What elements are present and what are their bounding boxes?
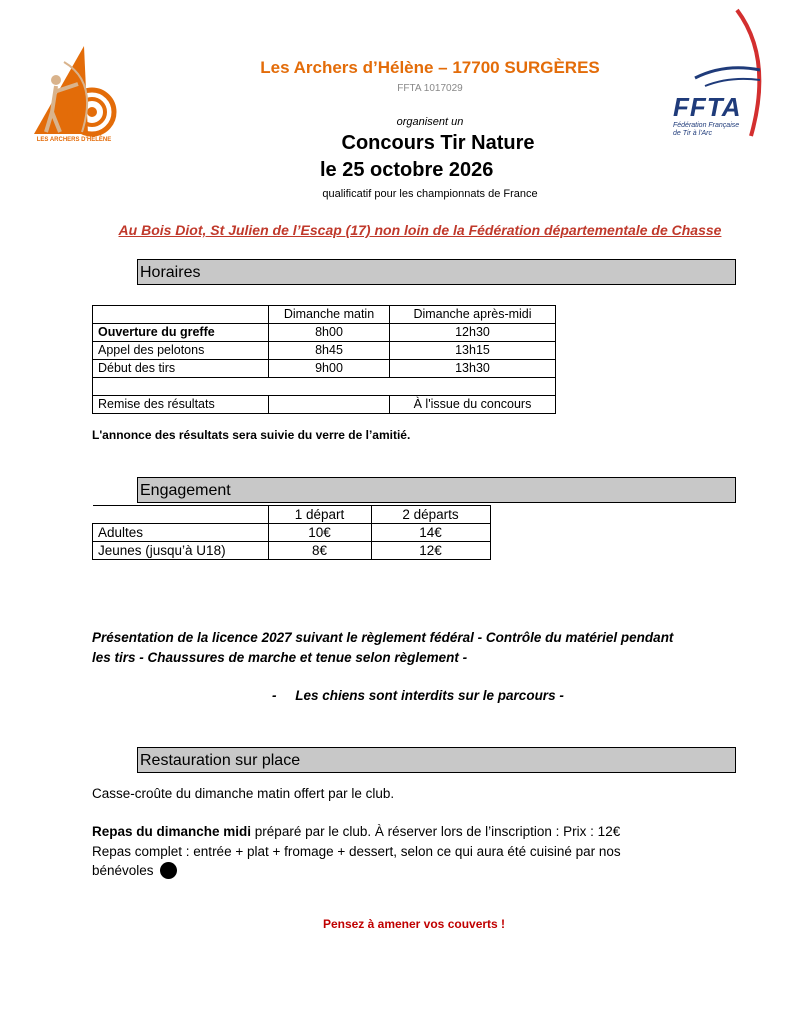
table-cell: Dimanche après-midi (390, 306, 556, 324)
table-cell: Adultes (93, 524, 269, 542)
engagement-table (92, 505, 491, 560)
presentation-line-1: Présentation de la licence 2027 suivant le règlement fédéral - Contrôle du matériel pendant (92, 630, 674, 645)
table-cell: 13h30 (390, 360, 556, 378)
table-row (93, 396, 556, 414)
repas-bold: Repas du dimanche midi (92, 824, 252, 839)
table-cell: À l'issue du concours (390, 396, 556, 414)
table-cell: Début des tirs (93, 360, 269, 378)
horaires-table (92, 305, 556, 414)
table-row (93, 324, 556, 342)
table-cell: 10€ (268, 524, 371, 542)
repas-rest: préparé par le club. À réserver lors de l’inscription : Prix : 12€ (251, 824, 621, 839)
table-cell: 14€ (371, 524, 490, 542)
table-cell: 2 départs (371, 506, 490, 524)
table-cell: 12h30 (390, 324, 556, 342)
table-cell (93, 378, 556, 396)
ffta-logo-sub2: de Tir à l'Arc (673, 130, 713, 137)
table-cell: 9h00 (269, 360, 390, 378)
table-cell: 13h15 (390, 342, 556, 360)
restauration-section-title: Restauration sur place (137, 747, 736, 773)
repas-line (92, 822, 620, 842)
benevoles-line (92, 861, 177, 881)
casse-croute-text: Casse-croûte du dimanche matin offert par le club. (92, 786, 395, 801)
table-row (93, 360, 556, 378)
table-cell: 8h45 (269, 342, 390, 360)
event-title: Concours Tir Nature (341, 132, 535, 154)
ffta-logo-text: FFTA (673, 92, 742, 122)
table-row (93, 506, 491, 524)
table-row (93, 542, 491, 560)
benevoles-text: bénévoles (92, 863, 154, 878)
qualif-text: qualificatif pour les championnats de France (322, 188, 538, 200)
table-cell: 8h00 (269, 324, 390, 342)
table-cell: Dimanche matin (269, 306, 390, 324)
ffta-logo (665, 8, 775, 143)
club-logo-text: LES ARCHERS D'HÉLÈNE (36, 137, 112, 143)
table-cell: Jeunes (jusqu’à U18) (93, 542, 269, 560)
presentation-line-2: les tirs - Chaussures de marche et tenue selon règlement - (92, 650, 468, 665)
table-row (93, 306, 556, 324)
horaires-section-title: Horaires (137, 259, 736, 285)
table-cell (93, 306, 269, 324)
table-cell: 1 départ (268, 506, 371, 524)
dogs-rule: - Les chiens sont interdits sur le parcours - (272, 688, 564, 703)
circle-icon (160, 862, 177, 879)
table-cell (269, 396, 390, 414)
ffta-number: FFTA 1017029 (397, 83, 463, 94)
table-row (93, 342, 556, 360)
table-cell (93, 506, 269, 524)
organisent-text: organisent un (396, 116, 464, 128)
table-cell: Ouverture du greffe (93, 324, 269, 342)
reminder-text: Pensez à amener vos couverts ! (322, 917, 506, 931)
results-note: L'annonce des résultats sera suivie du verre de l’amitié. (92, 428, 411, 442)
table-cell: Remise des résultats (93, 396, 269, 414)
club-title: Les Archers d’Hélène – 17700 SURGÈRES (260, 58, 600, 77)
table-cell: 12€ (371, 542, 490, 560)
event-date: le 25 octobre 2026 (320, 159, 494, 181)
location-text: Au Bois Diot, St Julien de l’Escap (17) non loin de la Fédération départementale de Chasse (118, 222, 722, 238)
repas-complet-text: Repas complet : entrée + plat + fromage + dessert, selon ce qui aura été cuisiné par nos (92, 844, 621, 859)
engagement-section-title: Engagement (137, 477, 736, 503)
club-logo (28, 42, 120, 148)
table-cell: 8€ (268, 542, 371, 560)
ffta-logo-sub1: Fédération Française (673, 122, 740, 129)
table-row (93, 524, 491, 542)
table-cell: Appel des pelotons (93, 342, 269, 360)
table-row (93, 378, 556, 396)
